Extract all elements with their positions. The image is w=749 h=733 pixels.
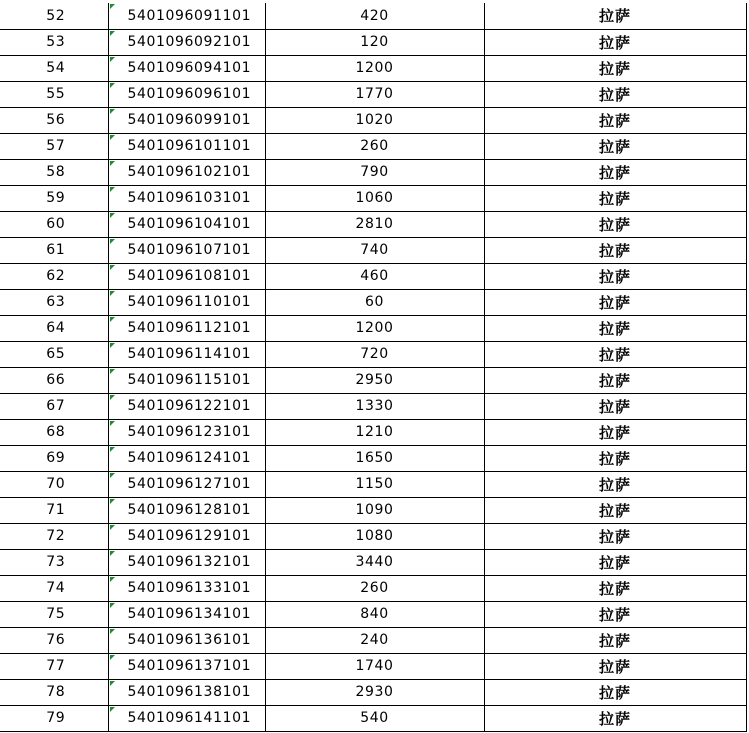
- city-cell[interactable]: 拉萨: [484, 705, 746, 731]
- code-value: 5401096112101: [127, 320, 252, 336]
- code-value: 5401096091101: [127, 7, 252, 24]
- text-format-indicator-icon: [110, 603, 115, 608]
- code-value: 5401096108101: [127, 268, 252, 284]
- code-value: 5401096122101: [127, 398, 252, 414]
- table-row: [0, 3, 746, 29]
- code-cell[interactable]: [108, 575, 265, 601]
- row-number-cell[interactable]: 77: [0, 653, 108, 679]
- code-value: 5401096115101: [127, 372, 252, 388]
- city-cell[interactable]: 拉萨: [484, 471, 746, 497]
- amount-cell[interactable]: 1770: [265, 81, 484, 107]
- table-row: [0, 393, 746, 419]
- code-cell[interactable]: [108, 133, 265, 159]
- city-cell[interactable]: 拉萨: [484, 341, 746, 367]
- code-cell[interactable]: [108, 185, 265, 211]
- text-format-indicator-icon: [110, 655, 115, 660]
- code-cell[interactable]: [108, 3, 265, 29]
- amount-cell[interactable]: 1060: [265, 185, 484, 211]
- text-format-indicator-icon: [110, 161, 115, 166]
- text-format-indicator-icon: [110, 525, 115, 530]
- code-value: 5401096101101: [127, 138, 252, 154]
- code-value: 5401096092101: [127, 34, 252, 50]
- amount-cell[interactable]: 1740: [265, 653, 484, 679]
- amount-cell[interactable]: 1210: [265, 419, 484, 445]
- amount-cell[interactable]: 260: [265, 575, 484, 601]
- city-cell[interactable]: 拉萨: [484, 627, 746, 653]
- table-row: [0, 679, 746, 705]
- table-row: [0, 601, 746, 627]
- amount-cell[interactable]: 720: [265, 341, 484, 367]
- text-format-indicator-icon: [110, 447, 115, 452]
- code-value: 5401096137101: [127, 658, 252, 674]
- text-format-indicator-icon: [110, 109, 115, 114]
- code-value: 5401096110101: [127, 294, 252, 310]
- table-row: [0, 29, 746, 55]
- code-cell[interactable]: [108, 445, 265, 471]
- amount-cell[interactable]: 1080: [265, 523, 484, 549]
- amount-cell[interactable]: 540: [265, 705, 484, 731]
- table-row: [0, 471, 746, 497]
- code-value: 5401096141101: [127, 710, 252, 726]
- table-row: [0, 263, 746, 289]
- amount-cell[interactable]: 460: [265, 263, 484, 289]
- table-row: [0, 653, 746, 679]
- row-number-cell[interactable]: 70: [0, 471, 108, 497]
- row-number-cell[interactable]: 72: [0, 523, 108, 549]
- table-row: [0, 419, 746, 445]
- row-number-cell[interactable]: 79: [0, 705, 108, 731]
- row-number-cell[interactable]: 67: [0, 393, 108, 419]
- city-cell[interactable]: 拉萨: [484, 159, 746, 185]
- city-cell[interactable]: 拉萨: [484, 211, 746, 237]
- row-number-cell[interactable]: 71: [0, 497, 108, 523]
- code-value: 5401096127101: [127, 476, 252, 492]
- code-cell[interactable]: [108, 289, 265, 315]
- city-cell[interactable]: 拉萨: [484, 289, 746, 315]
- city-cell[interactable]: 拉萨: [484, 81, 746, 107]
- table-row: [0, 237, 746, 263]
- row-number-cell[interactable]: 63: [0, 289, 108, 315]
- amount-cell[interactable]: 1200: [265, 55, 484, 81]
- code-cell[interactable]: [108, 107, 265, 133]
- table-row: [0, 315, 746, 341]
- row-number-cell[interactable]: 60: [0, 211, 108, 237]
- table-row: [0, 289, 746, 315]
- row-number-cell[interactable]: 73: [0, 549, 108, 575]
- code-value: 5401096094101: [127, 60, 252, 76]
- text-format-indicator-icon: [110, 4, 115, 9]
- code-cell[interactable]: [108, 601, 265, 627]
- table-row: [0, 497, 746, 523]
- amount-cell[interactable]: 1150: [265, 471, 484, 497]
- row-number-cell[interactable]: 56: [0, 107, 108, 133]
- row-number-cell[interactable]: 62: [0, 263, 108, 289]
- code-cell[interactable]: [108, 627, 265, 653]
- text-format-indicator-icon: [110, 629, 115, 634]
- code-cell[interactable]: [108, 341, 265, 367]
- code-value: 5401096123101: [127, 424, 252, 440]
- code-cell[interactable]: [108, 679, 265, 705]
- table-row: [0, 341, 746, 367]
- table-row: [0, 705, 746, 731]
- table-row: [0, 211, 746, 237]
- amount-cell[interactable]: 1200: [265, 315, 484, 341]
- amount-cell[interactable]: 420: [265, 3, 484, 29]
- code-value: 5401096133101: [127, 580, 252, 596]
- row-number-cell[interactable]: 55: [0, 81, 108, 107]
- table-row: [0, 55, 746, 81]
- code-value: 5401096132101: [127, 554, 252, 570]
- code-cell[interactable]: [108, 419, 265, 445]
- city-cell[interactable]: 拉萨: [484, 575, 746, 601]
- row-number-cell[interactable]: 58: [0, 159, 108, 185]
- code-value: 5401096138101: [127, 684, 252, 700]
- text-format-indicator-icon: [110, 83, 115, 88]
- table-row: [0, 367, 746, 393]
- text-format-indicator-icon: [110, 57, 115, 62]
- code-cell[interactable]: [108, 81, 265, 107]
- city-cell[interactable]: 拉萨: [484, 107, 746, 133]
- city-cell[interactable]: 拉萨: [484, 237, 746, 263]
- code-cell[interactable]: [108, 55, 265, 81]
- amount-cell[interactable]: 1330: [265, 393, 484, 419]
- city-cell[interactable]: 拉萨: [484, 445, 746, 471]
- text-format-indicator-icon: [110, 551, 115, 556]
- amount-cell[interactable]: 2950: [265, 367, 484, 393]
- code-value: 5401096136101: [127, 632, 252, 648]
- table-row: [0, 81, 746, 107]
- code-cell[interactable]: [108, 211, 265, 237]
- table-row: [0, 575, 746, 601]
- amount-cell[interactable]: 1090: [265, 497, 484, 523]
- text-format-indicator-icon: [110, 31, 115, 36]
- row-number-cell[interactable]: 61: [0, 237, 108, 263]
- text-format-indicator-icon: [110, 681, 115, 686]
- text-format-indicator-icon: [110, 265, 115, 270]
- row-number-cell[interactable]: 59: [0, 185, 108, 211]
- text-format-indicator-icon: [110, 239, 115, 244]
- amount-cell[interactable]: 120: [265, 29, 484, 55]
- city-cell[interactable]: 拉萨: [484, 185, 746, 211]
- code-value: 5401096129101: [127, 528, 252, 544]
- code-value: 5401096104101: [127, 216, 252, 232]
- data-table: [0, 3, 747, 732]
- amount-cell[interactable]: 60: [265, 289, 484, 315]
- row-number-cell[interactable]: 52: [0, 3, 108, 29]
- code-cell[interactable]: [108, 263, 265, 289]
- code-cell[interactable]: [108, 705, 265, 731]
- text-format-indicator-icon: [110, 291, 115, 296]
- row-number-cell[interactable]: 69: [0, 445, 108, 471]
- row-number-cell[interactable]: 54: [0, 55, 108, 81]
- table-row: [0, 523, 746, 549]
- row-number-cell[interactable]: 68: [0, 419, 108, 445]
- row-number-cell[interactable]: 74: [0, 575, 108, 601]
- city-cell[interactable]: 拉萨: [484, 55, 746, 81]
- table-row: [0, 159, 746, 185]
- code-value: 5401096102101: [127, 164, 252, 180]
- city-cell[interactable]: 拉萨: [484, 679, 746, 705]
- text-format-indicator-icon: [110, 317, 115, 322]
- row-number-cell[interactable]: 75: [0, 601, 108, 627]
- text-format-indicator-icon: [110, 499, 115, 504]
- text-format-indicator-icon: [110, 395, 115, 400]
- amount-cell[interactable]: 3440: [265, 549, 484, 575]
- city-cell[interactable]: 拉萨: [484, 393, 746, 419]
- city-cell[interactable]: 拉萨: [484, 653, 746, 679]
- row-number-cell[interactable]: 65: [0, 341, 108, 367]
- amount-cell[interactable]: 1020: [265, 107, 484, 133]
- city-cell[interactable]: 拉萨: [484, 419, 746, 445]
- code-value: 5401096114101: [127, 346, 252, 362]
- code-cell[interactable]: [108, 497, 265, 523]
- row-number-cell[interactable]: 78: [0, 679, 108, 705]
- code-cell[interactable]: [108, 29, 265, 55]
- text-format-indicator-icon: [110, 187, 115, 192]
- city-cell[interactable]: 拉萨: [484, 133, 746, 159]
- amount-cell[interactable]: 840: [265, 601, 484, 627]
- code-value: 5401096124101: [127, 450, 252, 466]
- row-number-cell[interactable]: 64: [0, 315, 108, 341]
- table-row: [0, 445, 746, 471]
- code-value: 5401096107101: [127, 242, 252, 258]
- city-cell[interactable]: 拉萨: [484, 523, 746, 549]
- amount-cell[interactable]: 740: [265, 237, 484, 263]
- amount-cell[interactable]: 260: [265, 133, 484, 159]
- code-cell[interactable]: [108, 367, 265, 393]
- row-number-cell[interactable]: 66: [0, 367, 108, 393]
- text-format-indicator-icon: [110, 213, 115, 218]
- code-cell[interactable]: [108, 237, 265, 263]
- table-row: [0, 549, 746, 575]
- code-value: 5401096099101: [127, 112, 252, 128]
- code-value: 5401096128101: [127, 502, 252, 518]
- code-cell[interactable]: [108, 393, 265, 419]
- text-format-indicator-icon: [110, 343, 115, 348]
- amount-cell[interactable]: 2810: [265, 211, 484, 237]
- code-value: 5401096134101: [127, 606, 252, 622]
- table-row: [0, 627, 746, 653]
- table-row: [0, 107, 746, 133]
- table-row: [0, 133, 746, 159]
- code-cell[interactable]: [108, 159, 265, 185]
- row-number-cell[interactable]: 76: [0, 627, 108, 653]
- code-value: 5401096096101: [127, 86, 252, 102]
- text-format-indicator-icon: [110, 577, 115, 582]
- city-cell[interactable]: 拉萨: [484, 601, 746, 627]
- city-cell[interactable]: 拉萨: [484, 29, 746, 55]
- code-cell[interactable]: [108, 523, 265, 549]
- city-cell[interactable]: 拉萨: [484, 315, 746, 341]
- code-cell[interactable]: [108, 315, 265, 341]
- text-format-indicator-icon: [110, 707, 115, 712]
- city-cell[interactable]: 拉萨: [484, 367, 746, 393]
- table-body: [0, 3, 746, 731]
- table-row: [0, 185, 746, 211]
- text-format-indicator-icon: [110, 135, 115, 140]
- city-cell[interactable]: 拉萨: [484, 497, 746, 523]
- city-cell[interactable]: 拉萨: [484, 3, 746, 29]
- row-number-cell[interactable]: 53: [0, 29, 108, 55]
- text-format-indicator-icon: [110, 421, 115, 426]
- amount-cell[interactable]: 2930: [265, 679, 484, 705]
- amount-cell[interactable]: 790: [265, 159, 484, 185]
- code-cell[interactable]: [108, 471, 265, 497]
- code-value: 5401096103101: [127, 190, 252, 206]
- amount-cell[interactable]: 240: [265, 627, 484, 653]
- code-cell[interactable]: [108, 549, 265, 575]
- amount-cell[interactable]: 1650: [265, 445, 484, 471]
- city-cell[interactable]: 拉萨: [484, 549, 746, 575]
- text-format-indicator-icon: [110, 369, 115, 374]
- city-cell[interactable]: 拉萨: [484, 263, 746, 289]
- text-format-indicator-icon: [110, 473, 115, 478]
- code-cell[interactable]: [108, 653, 265, 679]
- row-number-cell[interactable]: 57: [0, 133, 108, 159]
